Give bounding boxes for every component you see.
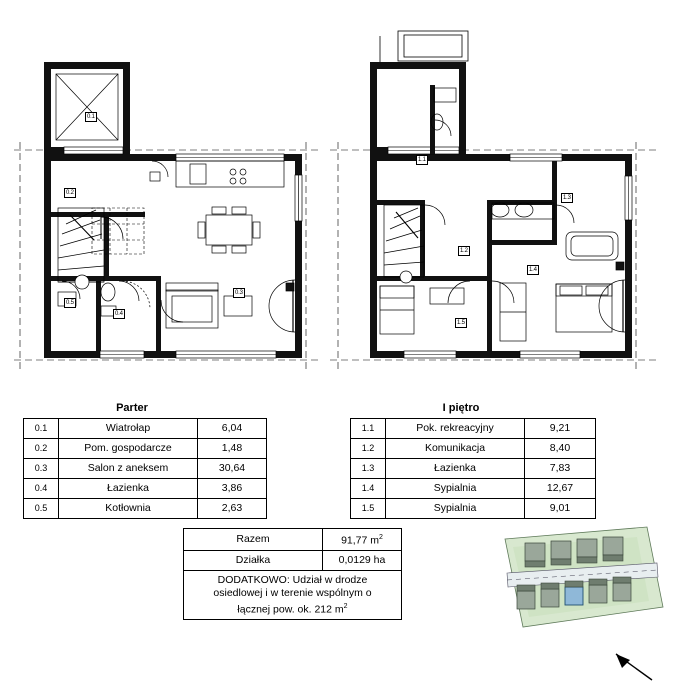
room-number: 1.3	[351, 459, 386, 479]
room-number: 0.5	[24, 499, 59, 519]
room-name: Pom. gospodarcze	[59, 439, 198, 459]
room-tag-0-5: 0.5	[66, 300, 74, 306]
room-tag-0-2: 0.2	[66, 190, 74, 196]
table-row	[351, 459, 596, 479]
table-row	[24, 479, 267, 499]
north-arrow	[612, 650, 658, 684]
table-row	[24, 439, 267, 459]
room-area: 6,04	[198, 419, 267, 439]
ground-floor-title: Parter	[116, 402, 148, 414]
note-line-1: DODATKOWO: Udział w drodze	[217, 573, 368, 586]
table-row	[24, 419, 267, 439]
room-number: 0.2	[24, 439, 59, 459]
room-tag-0-4: 0.4	[115, 311, 123, 317]
room-name: Sypialnia	[386, 499, 525, 519]
total-value-text: 91,77 m	[341, 534, 380, 547]
room-area: 7,83	[525, 459, 596, 479]
room-name: Sypialnia	[386, 479, 525, 499]
plot-label: Działka	[184, 550, 323, 570]
total-unit: 2	[379, 534, 383, 541]
room-tag-1-3: 1.3	[563, 195, 571, 201]
summary-table	[183, 528, 402, 620]
room-tag-1-2: 1.2	[460, 248, 468, 254]
room-number: 1.5	[351, 499, 386, 519]
room-number: 0.3	[24, 459, 59, 479]
first-floor-room-table	[350, 418, 596, 519]
site-location-plan	[497, 521, 667, 633]
room-number: 1.1	[351, 419, 386, 439]
table-row	[24, 459, 267, 479]
room-name: Łazienka	[386, 459, 525, 479]
additional-note	[184, 570, 402, 620]
room-tag-0-1: 0.1	[87, 114, 95, 120]
table-row	[351, 499, 596, 519]
room-tag-1-1: 1.1	[418, 157, 426, 163]
room-name: Wiatrołap	[59, 419, 198, 439]
room-tag-0-3: 0.3	[235, 290, 243, 296]
table-row	[184, 550, 402, 570]
ground-floor-drawing	[14, 62, 320, 372]
table-row	[351, 479, 596, 499]
room-number: 1.2	[351, 439, 386, 459]
first-floor-drawing	[330, 31, 660, 372]
room-name: Pok. rekreacyjny	[386, 419, 525, 439]
highlighted-unit	[565, 587, 583, 605]
room-number: 1.4	[351, 479, 386, 499]
room-name: Komunikacja	[386, 439, 525, 459]
room-number: 0.4	[24, 479, 59, 499]
room-area: 2,63	[198, 499, 267, 519]
note-unit: 2	[343, 602, 348, 610]
room-area: 3,86	[198, 479, 267, 499]
table-row	[184, 570, 402, 620]
table-row	[351, 419, 596, 439]
first-floor-title: I piętro	[442, 402, 480, 414]
room-area: 1,48	[198, 439, 267, 459]
room-name: Łazienka	[59, 479, 198, 499]
table-row	[24, 499, 267, 519]
total-label: Razem	[184, 529, 323, 551]
note-line-3: łącznej pow. ok. 212 m	[237, 603, 344, 615]
table-row	[351, 439, 596, 459]
table-row	[184, 529, 402, 551]
plot-value: 0,0129 ha	[323, 550, 402, 570]
total-value	[323, 529, 402, 551]
room-name: Salon z aneksem	[59, 459, 198, 479]
room-area: 8,40	[525, 439, 596, 459]
room-tag-1-4: 1.4	[529, 267, 537, 273]
room-area: 9,01	[525, 499, 596, 519]
room-area: 9,21	[525, 419, 596, 439]
note-line-2: osiedlowej i w terenie wspólnym o	[213, 586, 372, 599]
room-name: Kotłownia	[59, 499, 198, 519]
room-area: 12,67	[525, 479, 596, 499]
ground-floor-room-table	[23, 418, 267, 519]
room-tag-1-5: 1.5	[457, 320, 465, 326]
room-number: 0.1	[24, 419, 59, 439]
room-area: 30,64	[198, 459, 267, 479]
